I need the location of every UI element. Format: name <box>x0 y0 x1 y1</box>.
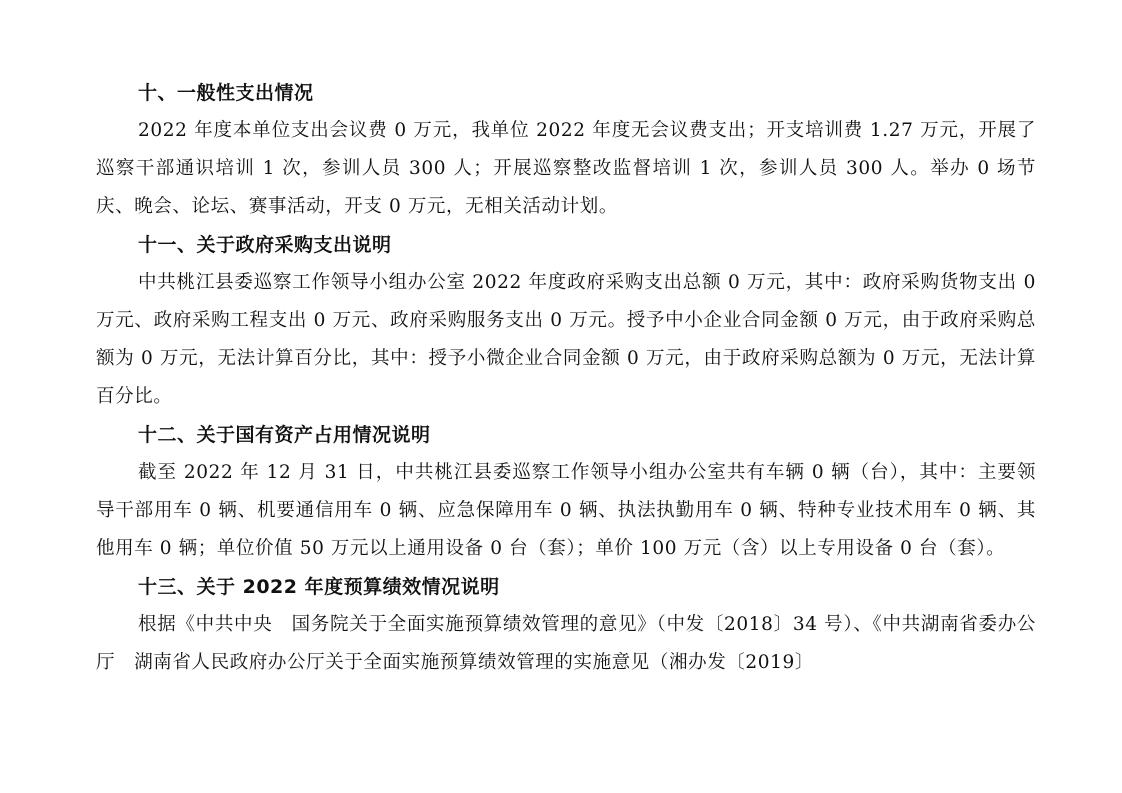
section-paragraph-budget-performance: 根据《中共中央 国务院关于全面实施预算绩效管理的意见》（中发〔2018〕34 号）、《中共湖南省委办公厅 湖南省人民政府办公厅关于全面实施预算绩效管理的实施意见（湘办发〔2019〕 <box>96 614 1036 673</box>
section-heading-government-procurement: 十一、关于政府采购支出说明 <box>138 234 392 256</box>
section-heading-budget-performance: 十三、关于 2022 年度预算绩效情况说明 <box>138 576 500 598</box>
document-body <box>96 74 1036 682</box>
section-heading-general-expenditure: 十、一般性支出情况 <box>138 82 314 104</box>
section-paragraph-government-procurement: 中共桃江县委巡察工作领导小组办公室 2022 年度政府采购支出总额 0 万元，其中：政府采购货物支出 0 万元、政府采购工程支出 0 万元、政府采购服务支出 0 万元。授予中小企业合同金额 0 万元，由于政府采购总额为 0 万元，无法计算百分比，其中：授予小微企业合同金额 0 万元，由于政府采购总额为 0 万元，无法计算百分比。 <box>96 272 1036 407</box>
section-heading-state-assets: 十二、关于国有资产占用情况说明 <box>138 424 431 446</box>
section-paragraph-general-expenditure: 2022 年度本单位支出会议费 0 万元，我单位 2022 年度无会议费支出；开支培训费 1.27 万元，开展了巡察干部通识培训 1 次，参训人员 300 人；开展巡察整改监督培训 1 次，参训人员 300 人。举办 0 场节庆、晚会、论坛、赛事活动，开支 0 万元，无相关活动计划。 <box>96 120 1036 217</box>
section-paragraph-state-assets: 截至 2022 年 12 月 31 日，中共桃江县委巡察工作领导小组办公室共有车辆 0 辆（台），其中：主要领导干部用车 0 辆、机要通信用车 0 辆、应急保障用车 0 辆、执法执勤用车 0 辆、特种专业技术用车 0 辆、其他用车 0 辆；单位价值 50 万元以上通用设备 0 台（套）；单价 100 万元（含）以上专用设备 0 台（套）。 <box>96 462 1036 559</box>
